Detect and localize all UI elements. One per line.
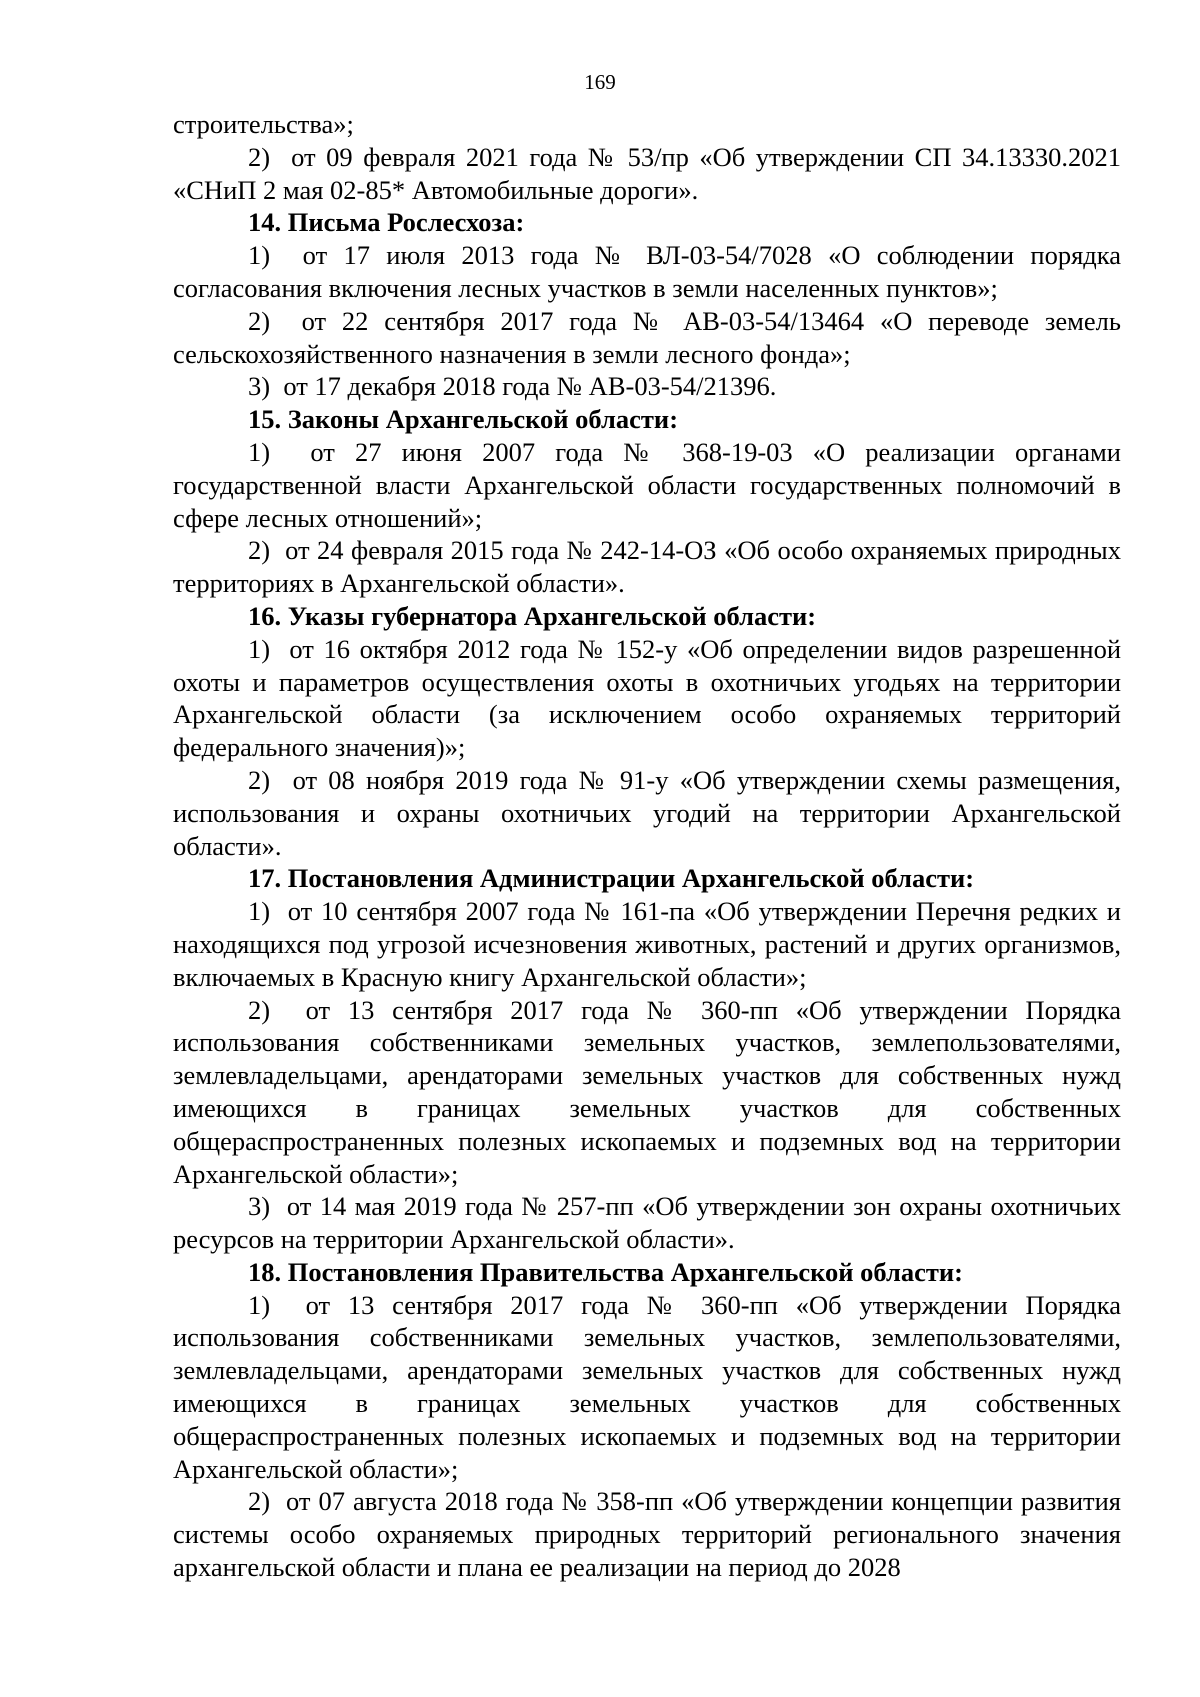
- list-item: 1) от 16 октября 2012 года № 152-у «Об определении видов разрешенной охоты и параметров осуществления охоты в охотничьих угодьях на территории Архангельской области (за исключением особо охраняемых территорий федерального значения)»;: [173, 633, 1121, 763]
- section-heading: 14. Письма Рослесхоза:: [248, 207, 525, 238]
- list-item: 2) от 13 сентября 2017 года № 360-пп «Об утверждении Порядка использования собственниками земельных участков, землепользователями, землевладельцами, арендаторами земельных участков для собственных нужд имеющихся в границах земельных участков для собственных общераспространенных полезных ископаемых и подземных вод на территории Архангельской области»;: [173, 994, 1121, 1189]
- paragraph: строительства»;: [173, 109, 354, 139]
- page-number: 169: [584, 70, 616, 94]
- document-body: [173, 108, 1121, 1584]
- list-item: 2) от 07 августа 2018 года № 358-пп «Об утверждении концепции развития системы особо охраняемых природных территорий регионального значения архангельской области и плана ее реализации на период до 2028: [173, 1486, 1121, 1583]
- section-heading: 15. Законы Архангельской области:: [248, 404, 679, 435]
- list-item: 3) от 14 мая 2019 года № 257-пп «Об утверждении зон охраны охотничьих ресурсов на территории Архангельской области».: [173, 1191, 1121, 1255]
- list-item: 2) от 08 ноября 2019 года № 91-у «Об утверждении схемы размещения, использования и охраны охотничьих угодий на территории Архангельской области».: [173, 764, 1121, 861]
- section-heading: 18. Постановления Правительства Архангельской области:: [248, 1256, 963, 1287]
- list-item: 2) от 22 сентября 2017 года № АВ-03-54/13464 «О переводе земель сельскохозяйственного назначения в земли лесного фонда»;: [173, 305, 1121, 369]
- list-item: 1) от 13 сентября 2017 года № 360-пп «Об утверждении Порядка использования собственниками земельных участков, землепользователями, землевладельцами, арендаторами земельных участков для собственных нужд имеющихся в границах земельных участков для собственных общераспространенных полезных ископаемых и подземных вод на территории Архангельской области»;: [173, 1289, 1121, 1484]
- list-item: 1) от 17 июля 2013 года № ВЛ-03-54/7028 «О соблюдении порядка согласования включения лесных участков в земли населенных пунктов»;: [173, 240, 1121, 303]
- list-item: 2) от 24 февраля 2015 года № 242-14-ОЗ «Об особо охраняемых природных территориях в Архангельской области».: [173, 535, 1121, 599]
- section-heading: 17. Постановления Администрации Архангельской области:: [248, 863, 975, 894]
- list-item: 2) от 09 февраля 2021 года № 53/пр «Об утверждении СП 34.13330.2021 «СНиП 2 мая 02-85* Автомобильные дороги».: [173, 141, 1121, 205]
- list-item: 1) от 27 июня 2007 года № 368-19-03 «О реализации органами государственной власти Архангельской области государственных полномочий в сфере лесных отношений»;: [173, 436, 1121, 533]
- list-item: 1) от 10 сентября 2007 года № 161-па «Об утверждении Перечня редких и находящихся под угрозой исчезновения животных, растений и других организмов, включаемых в Красную книгу Архангельской области»;: [173, 896, 1121, 992]
- section-heading: 16. Указы губернатора Архангельской области:: [248, 600, 817, 631]
- list-item: 3) от 17 декабря 2018 года № АВ-03-54/21396.: [248, 371, 777, 402]
